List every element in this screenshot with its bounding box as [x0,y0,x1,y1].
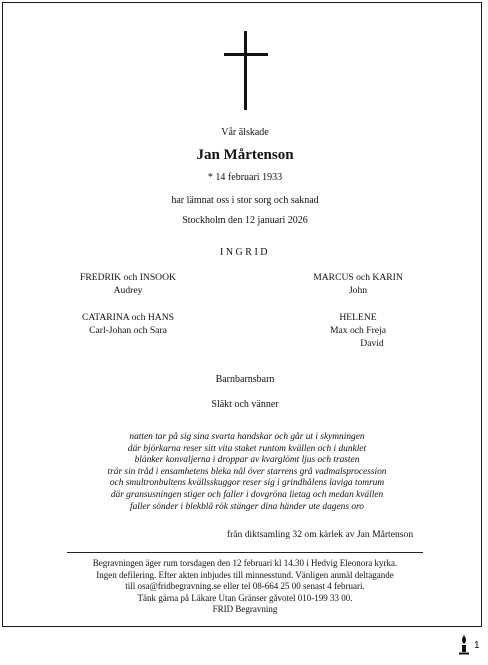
poem-line: och smultronbultens kvällsskuggor reser sig i grindhålens laviga tomrum [109,478,385,489]
relatives: Släkt och vänner [211,399,279,410]
mourner-group [258,271,458,297]
mourner-children: David [360,338,384,349]
poem-line: faller sönder i blekblå rök stänger dina händer ute dagens oro [129,501,364,512]
mourner-couple: CATARINA och HANS [82,312,174,323]
poem-line: trär sin tråd i ensamhetens bleka nål över starrens grå vadmalsprocession [107,466,387,477]
funeral-info-line: Ingen defilering. Efter akten inbjudes till minnesstund. Vänligen anmäl deltagande [96,569,394,580]
mourner-group [28,311,228,337]
poem-line: där gransusningen stiger och faller i dovgröna lietag och medan kvällen [110,489,384,500]
mourner-children: Carl-Johan och Sara [89,325,167,336]
mourner-couple: MARCUS och KARIN [313,272,403,283]
passing-text: har lämnat oss i stor sorg och saknad [171,195,319,206]
intro-text: Vår älskade [221,127,269,138]
deceased-name: Jan Mårtenson [196,147,294,163]
cross-icon-vertical [244,31,247,110]
obituary-frame [2,2,482,627]
funeral-home: FRID Begravning [212,604,278,615]
poem-line: natten tar på sig sina svarta handskar och går ut i skymningen [129,432,365,442]
page-count: 1 [474,640,480,651]
poem-line: blänker konvaljerna i droppar av kvarglömt ljus och trasten [134,455,360,466]
funeral-info-line: Tänk gärna på Läkare Utan Gränser gåvotel 010-199 33 00. [137,592,353,603]
birth-date: * 14 februari 1933 [207,172,283,183]
mourner-children: John [348,285,368,296]
mourner-children: Audrey [113,285,143,296]
candle-icon[interactable] [458,634,470,656]
place-date: Stockholm den 12 januari 2026 [182,215,308,226]
great-grandchildren: Barnbarnsbarn [215,374,275,385]
mourner-group [258,311,458,350]
divider [67,552,423,553]
mourner-children: Max och Freja [330,325,386,336]
poem-source: från diktsamling 32 om kärlek av Jan Mårtenson [226,529,414,540]
poem-line: där björkarna reser sitt vita staket runtom kvällen och i dunklet [127,443,367,454]
spouse-name: INGRID [220,247,270,258]
mourner-couple: FREDRIK och INSOOK [80,272,176,283]
mourner-group [28,271,228,297]
cross-icon-horizontal [224,53,268,56]
mourner-couple: HELENE [339,312,377,323]
funeral-info-line: Begravningen äger rum torsdagen den 12 februari kl 14.30 i Hedvig Eleonora kyrka. [92,558,398,568]
funeral-info-line: till osa@fridbegravning.se eller tel 08-664 25 00 senast 4 februari. [125,581,365,592]
poem [3,432,488,513]
funeral-info [3,558,487,616]
